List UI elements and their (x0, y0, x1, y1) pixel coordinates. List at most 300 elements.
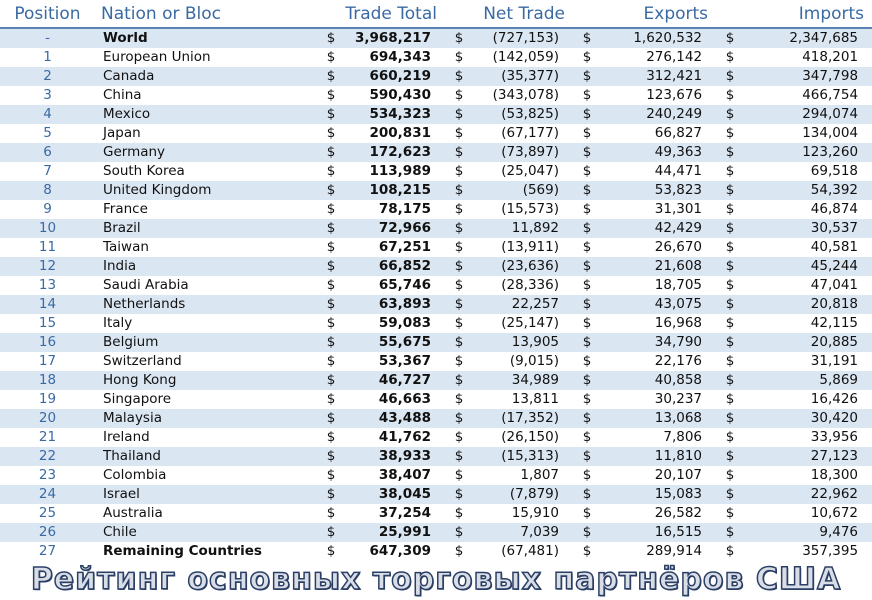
currency-symbol: $ (573, 105, 601, 124)
nation-cell: European Union (95, 48, 317, 67)
currency-symbol: $ (716, 86, 744, 105)
table-row (0, 48, 872, 67)
table-row (0, 333, 872, 352)
net-trade-cell: (15,313) (473, 447, 573, 466)
currency-symbol: $ (445, 390, 473, 409)
currency-symbol: $ (445, 48, 473, 67)
currency-symbol: $ (573, 162, 601, 181)
currency-symbol: $ (445, 86, 473, 105)
net-trade-cell: 22,257 (473, 295, 573, 314)
imports-cell: 20,818 (744, 295, 872, 314)
currency-symbol: $ (573, 219, 601, 238)
table-row (0, 466, 872, 485)
currency-symbol: $ (573, 86, 601, 105)
net-trade-cell: (23,636) (473, 257, 573, 276)
position-cell: 27 (0, 542, 95, 561)
currency-symbol: $ (716, 143, 744, 162)
exports-cell: 42,429 (601, 219, 716, 238)
imports-cell: 46,874 (744, 200, 872, 219)
net-trade-cell: 13,811 (473, 390, 573, 409)
currency-symbol: $ (716, 276, 744, 295)
nation-cell: Singapore (95, 390, 317, 409)
table-row (0, 257, 872, 276)
currency-symbol: $ (317, 219, 345, 238)
currency-symbol: $ (716, 504, 744, 523)
trade-total-cell: 59,083 (345, 314, 445, 333)
currency-symbol: $ (716, 295, 744, 314)
net-trade-cell: (17,352) (473, 409, 573, 428)
exports-cell: 11,810 (601, 447, 716, 466)
position-cell: 9 (0, 200, 95, 219)
currency-symbol: $ (716, 48, 744, 67)
imports-cell: 42,115 (744, 314, 872, 333)
nation-cell: Japan (95, 124, 317, 143)
currency-symbol: $ (716, 105, 744, 124)
currency-symbol: $ (317, 390, 345, 409)
currency-symbol: $ (573, 314, 601, 333)
currency-symbol: $ (716, 124, 744, 143)
currency-symbol: $ (317, 143, 345, 162)
currency-symbol: $ (445, 200, 473, 219)
nation-cell: Ireland (95, 428, 317, 447)
currency-symbol: $ (716, 371, 744, 390)
exports-cell: 66,827 (601, 124, 716, 143)
position-cell: 13 (0, 276, 95, 295)
currency-symbol: $ (445, 219, 473, 238)
trade-total-cell: 660,219 (345, 67, 445, 86)
trade-total-cell: 200,831 (345, 124, 445, 143)
imports-cell: 10,672 (744, 504, 872, 523)
currency-symbol: $ (445, 105, 473, 124)
net-trade-cell: 11,892 (473, 219, 573, 238)
currency-symbol: $ (716, 352, 744, 371)
currency-symbol: $ (716, 314, 744, 333)
imports-cell: 9,476 (744, 523, 872, 542)
nation-cell: Saudi Arabia (95, 276, 317, 295)
currency-symbol: $ (317, 333, 345, 352)
imports-cell: 20,885 (744, 333, 872, 352)
position-cell: 8 (0, 181, 95, 200)
nation-cell: World (95, 28, 317, 48)
exports-cell: 16,515 (601, 523, 716, 542)
nation-cell: Malaysia (95, 409, 317, 428)
nation-cell: Italy (95, 314, 317, 333)
exports-cell: 34,790 (601, 333, 716, 352)
currency-symbol: $ (445, 352, 473, 371)
trade-total-cell: 41,762 (345, 428, 445, 447)
currency-symbol: $ (317, 86, 345, 105)
net-trade-cell: 15,910 (473, 504, 573, 523)
net-trade-cell: (142,059) (473, 48, 573, 67)
header-nation: Nation or Bloc (95, 0, 317, 28)
currency-symbol: $ (573, 124, 601, 143)
nation-cell: Belgium (95, 333, 317, 352)
table-row (0, 352, 872, 371)
position-cell: 16 (0, 333, 95, 352)
net-trade-cell: (53,825) (473, 105, 573, 124)
currency-symbol: $ (716, 67, 744, 86)
currency-symbol: $ (317, 295, 345, 314)
exports-cell: 276,142 (601, 48, 716, 67)
exports-cell: 16,968 (601, 314, 716, 333)
currency-symbol: $ (573, 485, 601, 504)
imports-cell: 418,201 (744, 48, 872, 67)
currency-symbol: $ (317, 238, 345, 257)
currency-symbol: $ (445, 409, 473, 428)
imports-cell: 33,956 (744, 428, 872, 447)
nation-cell: Hong Kong (95, 371, 317, 390)
net-trade-cell: (9,015) (473, 352, 573, 371)
exports-cell: 289,914 (601, 542, 716, 561)
exports-cell: 123,676 (601, 86, 716, 105)
currency-symbol: $ (716, 333, 744, 352)
position-cell: 4 (0, 105, 95, 124)
net-trade-cell: (343,078) (473, 86, 573, 105)
exports-cell: 53,823 (601, 181, 716, 200)
currency-symbol: $ (716, 428, 744, 447)
exports-cell: 20,107 (601, 466, 716, 485)
currency-symbol: $ (573, 143, 601, 162)
trade-total-cell: 37,254 (345, 504, 445, 523)
table-row (0, 314, 872, 333)
trade-total-cell: 3,968,217 (345, 28, 445, 48)
currency-symbol: $ (317, 504, 345, 523)
currency-symbol: $ (445, 523, 473, 542)
exports-cell: 26,582 (601, 504, 716, 523)
position-cell: 2 (0, 67, 95, 86)
position-cell: 12 (0, 257, 95, 276)
table-row (0, 504, 872, 523)
currency-symbol: $ (317, 162, 345, 181)
position-cell: 1 (0, 48, 95, 67)
currency-symbol: $ (317, 371, 345, 390)
net-trade-cell: (35,377) (473, 67, 573, 86)
imports-cell: 27,123 (744, 447, 872, 466)
net-trade-cell: (569) (473, 181, 573, 200)
nation-cell: Germany (95, 143, 317, 162)
trade-total-cell: 43,488 (345, 409, 445, 428)
nation-cell: China (95, 86, 317, 105)
nation-cell: Chile (95, 523, 317, 542)
nation-cell: South Korea (95, 162, 317, 181)
position-cell: 5 (0, 124, 95, 143)
currency-symbol: $ (317, 124, 345, 143)
net-trade-cell: 1,807 (473, 466, 573, 485)
nation-cell: Brazil (95, 219, 317, 238)
trade-total-cell: 55,675 (345, 333, 445, 352)
table-row (0, 276, 872, 295)
header-row (0, 0, 872, 28)
trade-total-cell: 78,175 (345, 200, 445, 219)
net-trade-cell: (28,336) (473, 276, 573, 295)
currency-symbol: $ (445, 466, 473, 485)
table-row (0, 143, 872, 162)
currency-symbol: $ (716, 466, 744, 485)
currency-symbol: $ (573, 466, 601, 485)
trade-total-cell: 72,966 (345, 219, 445, 238)
trade-total-cell: 46,663 (345, 390, 445, 409)
currency-symbol: $ (573, 352, 601, 371)
currency-symbol: $ (573, 504, 601, 523)
position-cell: 7 (0, 162, 95, 181)
imports-cell: 123,260 (744, 143, 872, 162)
table-row (0, 219, 872, 238)
imports-cell: 5,869 (744, 371, 872, 390)
position-cell: 3 (0, 86, 95, 105)
currency-symbol: $ (445, 447, 473, 466)
currency-symbol: $ (716, 523, 744, 542)
position-cell: 15 (0, 314, 95, 333)
imports-cell: 294,074 (744, 105, 872, 124)
currency-symbol: $ (317, 447, 345, 466)
trade-total-cell: 38,407 (345, 466, 445, 485)
currency-symbol: $ (445, 162, 473, 181)
currency-symbol: $ (317, 352, 345, 371)
currency-symbol: $ (445, 238, 473, 257)
currency-symbol: $ (573, 523, 601, 542)
nation-cell: Colombia (95, 466, 317, 485)
trade-total-cell: 66,852 (345, 257, 445, 276)
currency-symbol: $ (573, 28, 601, 48)
currency-symbol: $ (317, 428, 345, 447)
currency-symbol: $ (573, 542, 601, 561)
currency-symbol: $ (317, 409, 345, 428)
net-trade-cell: 34,989 (473, 371, 573, 390)
exports-cell: 240,249 (601, 105, 716, 124)
currency-symbol: $ (716, 200, 744, 219)
nation-cell: Remaining Countries (95, 542, 317, 561)
currency-symbol: $ (317, 67, 345, 86)
currency-symbol: $ (317, 523, 345, 542)
exports-cell: 43,075 (601, 295, 716, 314)
imports-cell: 30,537 (744, 219, 872, 238)
currency-symbol: $ (445, 143, 473, 162)
currency-symbol: $ (716, 390, 744, 409)
position-cell: 6 (0, 143, 95, 162)
imports-cell: 16,426 (744, 390, 872, 409)
trade-total-cell: 172,623 (345, 143, 445, 162)
table-row (0, 181, 872, 200)
imports-cell: 47,041 (744, 276, 872, 295)
currency-symbol: $ (573, 200, 601, 219)
exports-cell: 44,471 (601, 162, 716, 181)
caption-title: Рейтинг основных торговых партнёров США (0, 559, 872, 600)
nation-cell: Canada (95, 67, 317, 86)
nation-cell: France (95, 200, 317, 219)
table-row (0, 523, 872, 542)
currency-symbol: $ (716, 485, 744, 504)
currency-symbol: $ (317, 466, 345, 485)
exports-cell: 30,237 (601, 390, 716, 409)
currency-symbol: $ (573, 371, 601, 390)
currency-symbol: $ (445, 428, 473, 447)
currency-symbol: $ (445, 542, 473, 561)
currency-symbol: $ (317, 105, 345, 124)
imports-cell: 54,392 (744, 181, 872, 200)
position-cell: 17 (0, 352, 95, 371)
table-row (0, 485, 872, 504)
currency-symbol: $ (317, 542, 345, 561)
currency-symbol: $ (573, 181, 601, 200)
currency-symbol: $ (445, 276, 473, 295)
header-imports: Imports (716, 0, 872, 28)
nation-cell: India (95, 257, 317, 276)
imports-cell: 45,244 (744, 257, 872, 276)
currency-symbol: $ (573, 276, 601, 295)
position-cell: 18 (0, 371, 95, 390)
currency-symbol: $ (317, 200, 345, 219)
nation-cell: United Kingdom (95, 181, 317, 200)
currency-symbol: $ (573, 48, 601, 67)
header-position: Position (0, 0, 95, 28)
table-row (0, 105, 872, 124)
table-row (0, 409, 872, 428)
imports-cell: 40,581 (744, 238, 872, 257)
table-row (0, 238, 872, 257)
net-trade-cell: (73,897) (473, 143, 573, 162)
currency-symbol: $ (445, 371, 473, 390)
position-cell: 26 (0, 523, 95, 542)
net-trade-cell: 7,039 (473, 523, 573, 542)
position-cell: 10 (0, 219, 95, 238)
position-cell: 14 (0, 295, 95, 314)
net-trade-cell: (67,481) (473, 542, 573, 561)
table-row (0, 390, 872, 409)
trade-total-cell: 590,430 (345, 86, 445, 105)
position-cell: 19 (0, 390, 95, 409)
table-row (0, 67, 872, 86)
currency-symbol: $ (317, 181, 345, 200)
currency-symbol: $ (573, 238, 601, 257)
currency-symbol: $ (716, 28, 744, 48)
currency-symbol: $ (573, 295, 601, 314)
table-row (0, 200, 872, 219)
position-cell: 11 (0, 238, 95, 257)
position-cell: 21 (0, 428, 95, 447)
trade-total-cell: 53,367 (345, 352, 445, 371)
exports-cell: 22,176 (601, 352, 716, 371)
currency-symbol: $ (317, 314, 345, 333)
exports-cell: 1,620,532 (601, 28, 716, 48)
currency-symbol: $ (716, 181, 744, 200)
currency-symbol: $ (716, 162, 744, 181)
net-trade-cell: (25,147) (473, 314, 573, 333)
table-row (0, 428, 872, 447)
exports-cell: 312,421 (601, 67, 716, 86)
currency-symbol: $ (573, 333, 601, 352)
currency-symbol: $ (716, 542, 744, 561)
exports-cell: 40,858 (601, 371, 716, 390)
table-row (0, 86, 872, 105)
net-trade-cell: (26,150) (473, 428, 573, 447)
currency-symbol: $ (317, 48, 345, 67)
exports-cell: 18,705 (601, 276, 716, 295)
trade-total-cell: 46,727 (345, 371, 445, 390)
table-row (0, 371, 872, 390)
trade-total-cell: 25,991 (345, 523, 445, 542)
currency-symbol: $ (445, 314, 473, 333)
trade-total-cell: 647,309 (345, 542, 445, 561)
exports-cell: 26,670 (601, 238, 716, 257)
table-row (0, 28, 872, 48)
nation-cell: Australia (95, 504, 317, 523)
currency-symbol: $ (573, 447, 601, 466)
header-trade-total: Trade Total (317, 0, 445, 28)
currency-symbol: $ (445, 257, 473, 276)
trade-total-cell: 113,989 (345, 162, 445, 181)
trade-total-cell: 63,893 (345, 295, 445, 314)
currency-symbol: $ (716, 238, 744, 257)
position-cell: 25 (0, 504, 95, 523)
imports-cell: 31,191 (744, 352, 872, 371)
trade-total-cell: 108,215 (345, 181, 445, 200)
position-cell: 23 (0, 466, 95, 485)
exports-cell: 31,301 (601, 200, 716, 219)
currency-symbol: $ (445, 485, 473, 504)
currency-symbol: $ (573, 428, 601, 447)
exports-cell: 7,806 (601, 428, 716, 447)
table-body (0, 28, 872, 561)
net-trade-cell: (67,177) (473, 124, 573, 143)
net-trade-cell: (15,573) (473, 200, 573, 219)
imports-cell: 2,347,685 (744, 28, 872, 48)
exports-cell: 15,083 (601, 485, 716, 504)
currency-symbol: $ (573, 67, 601, 86)
currency-symbol: $ (716, 219, 744, 238)
currency-symbol: $ (317, 28, 345, 48)
imports-cell: 22,962 (744, 485, 872, 504)
currency-symbol: $ (716, 409, 744, 428)
imports-cell: 134,004 (744, 124, 872, 143)
imports-cell: 69,518 (744, 162, 872, 181)
exports-cell: 13,068 (601, 409, 716, 428)
trade-total-cell: 65,746 (345, 276, 445, 295)
position-cell: 20 (0, 409, 95, 428)
net-trade-cell: (727,153) (473, 28, 573, 48)
net-trade-cell: (7,879) (473, 485, 573, 504)
currency-symbol: $ (317, 485, 345, 504)
currency-symbol: $ (445, 295, 473, 314)
exports-cell: 21,608 (601, 257, 716, 276)
imports-cell: 357,395 (744, 542, 872, 561)
currency-symbol: $ (445, 67, 473, 86)
currency-symbol: $ (445, 504, 473, 523)
trade-total-cell: 534,323 (345, 105, 445, 124)
nation-cell: Switzerland (95, 352, 317, 371)
position-cell: 24 (0, 485, 95, 504)
currency-symbol: $ (573, 257, 601, 276)
net-trade-cell: 13,905 (473, 333, 573, 352)
net-trade-cell: (13,911) (473, 238, 573, 257)
table-row (0, 447, 872, 466)
trade-total-cell: 38,933 (345, 447, 445, 466)
currency-symbol: $ (445, 333, 473, 352)
position-cell: - (0, 28, 95, 48)
trade-total-cell: 67,251 (345, 238, 445, 257)
currency-symbol: $ (573, 390, 601, 409)
currency-symbol: $ (317, 276, 345, 295)
imports-cell: 30,420 (744, 409, 872, 428)
currency-symbol: $ (716, 257, 744, 276)
trade-total-cell: 38,045 (345, 485, 445, 504)
table-row (0, 295, 872, 314)
nation-cell: Israel (95, 485, 317, 504)
imports-cell: 347,798 (744, 67, 872, 86)
currency-symbol: $ (445, 124, 473, 143)
currency-symbol: $ (445, 28, 473, 48)
currency-symbol: $ (716, 447, 744, 466)
imports-cell: 466,754 (744, 86, 872, 105)
